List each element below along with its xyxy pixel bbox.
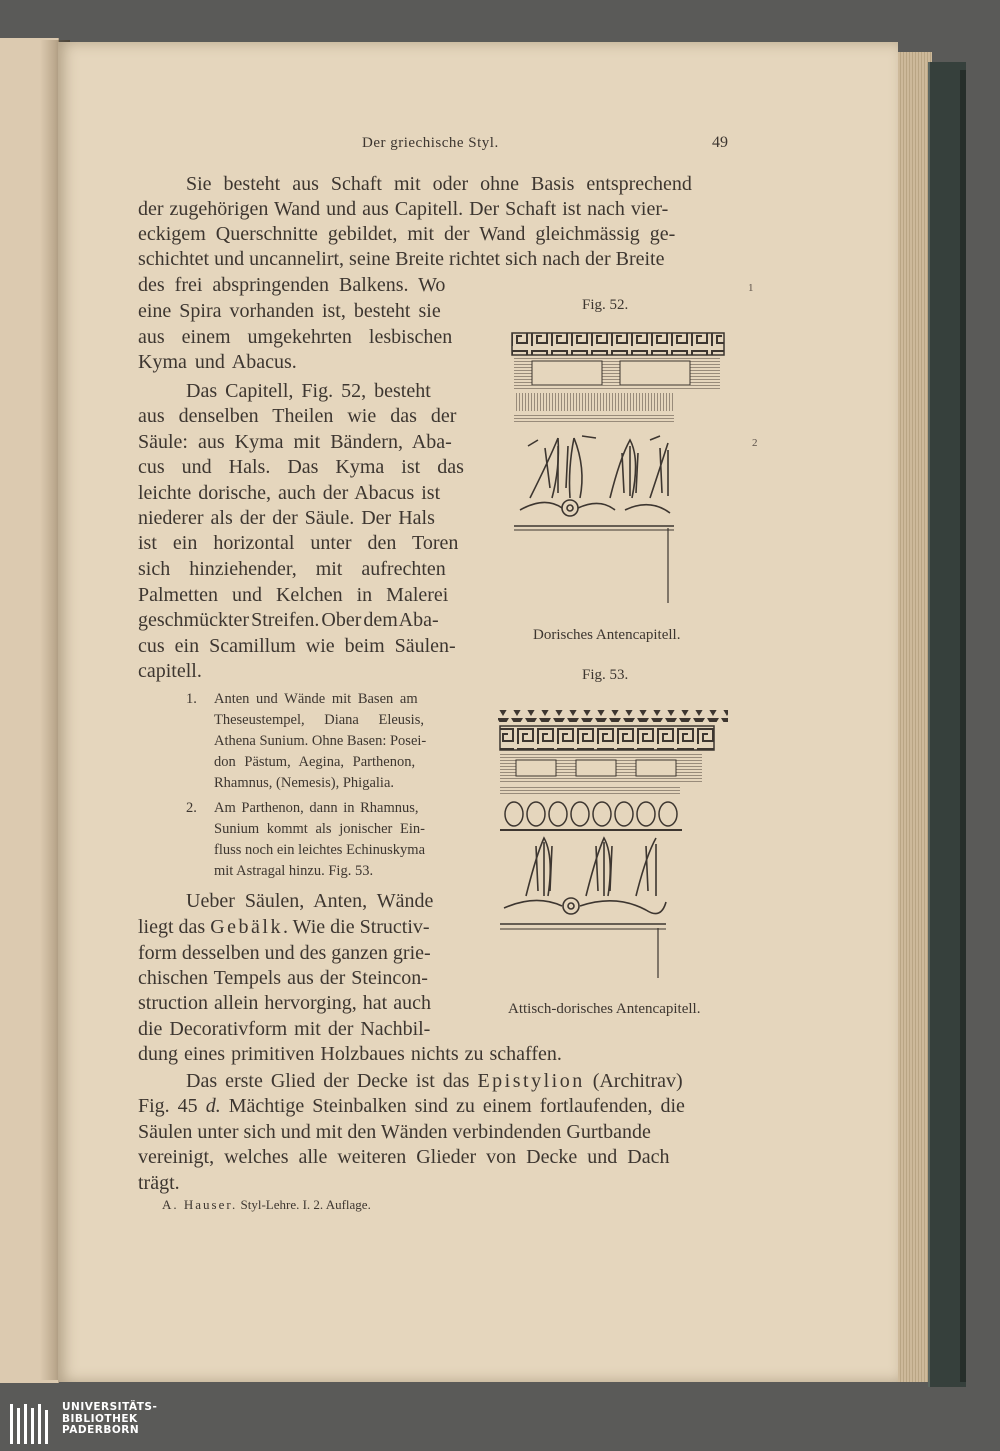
library-logo-icon [6,1402,54,1446]
logo-line: PADERBORN [62,1424,140,1436]
footnote-number: 2. [186,800,197,816]
body-line: Ueber Säulen, Anten, Wände [186,890,434,912]
body-line: geschmückter Streifen. Ober dem Aba- [138,609,439,631]
body-line: ist ein horizontal unter den Toren [138,532,459,554]
body-line: Kyma und Abacus. [138,351,297,373]
body-line: eckigem Querschnitte gebildet, mit der Wand gleichmässig ge- [138,223,676,245]
body-line: struction allein hervorging, hat auch [138,992,431,1014]
footnote-line: Am Parthenon, dann in Rhamnus, [214,800,419,816]
body-line [186,171,730,197]
body-line: form desselben und des ganzen grie- [138,942,431,964]
body-line: trägt. [138,1172,180,1194]
body-text-italic: d. [205,1095,221,1117]
footnote-line: mit Astragal hinzu. Fig. 53. [214,863,374,879]
library-logo-text [62,1402,157,1437]
footnote-line: Rhamnus, (Nemesis), Phigalia. [214,775,395,791]
running-head: Der griechische Styl. [362,135,499,151]
figure-53-illustration [496,706,732,984]
footnote-line: Theseustempel, Diana Eleusis, [214,712,424,728]
body-text: Mächtige Steinbalken sind zu einem fortlaufenden, die [228,1095,685,1117]
footer-author: A. Hauser. [162,1197,238,1212]
body-line-text: Sie besteht aus Schaft mit oder ohne Basis entsprechend [186,173,692,195]
figure-caption: Dorisches Antencapitell. [533,627,681,643]
body-text: (Architrav) [592,1070,683,1092]
body-line: capitell. [138,660,202,682]
margin-mark: 1 [748,282,754,294]
body-line: schichtet und uncannelirt, seine Breite richtet sich nach der Breite [138,248,665,270]
footnote-line: don Pästum, Aegina, Parthenon, [214,754,416,770]
logo-line: BIBLIOTHEK [62,1412,138,1425]
figure-52-illustration [510,328,730,608]
body-line: eine Spira vorhanden ist, besteht sie [138,300,441,322]
figure-label: Fig. 53. [582,667,629,683]
body-line: cus und Hals. Das Kyma ist das [138,456,464,478]
body-text: Das erste Glied der Decke ist das [186,1070,470,1092]
body-line: Säule: aus Kyma mit Bändern, Aba- [138,431,452,453]
body-line [138,914,430,940]
body-line: vereinigt, welches alle weiteren Glieder von Decke und Dach [138,1146,670,1168]
footnote-line: fluss noch ein leichtes Echinuskyma [214,842,426,858]
footnote-line: Athena Sunium. Ohne Basen: Posei- [214,733,427,749]
body-line: aus denselben Theilen wie das der [138,405,457,427]
body-line: Säulen unter sich und mit den Wänden verbindenden Gurtbande [138,1121,651,1143]
body-line: dung eines primitiven Holzbaues nichts zu schaffen. [138,1043,562,1065]
figure-caption: Attisch-dorisches Antencapitell. [508,1001,701,1017]
footnote-number: 1. [186,691,197,707]
footer-signature [162,1195,371,1215]
logo-line: UNIVERSITÄTS- [62,1401,158,1413]
body-line: die Decorativform mit der Nachbil- [138,1018,431,1040]
footer-text: Styl-Lehre. I. 2. Auflage. [240,1197,371,1212]
emphasized-term: Gebälk [210,916,283,938]
body-line: cus ein Scamillum wie beim Säulen- [138,635,456,657]
body-line: niederer als der der Säule. Der Hals [138,507,435,529]
book-cover-edge [960,70,966,1382]
footnote-line: Anten und Wände mit Basen am [214,691,418,707]
body-line: Palmetten und Kelchen in Malerei [138,584,449,606]
body-line [138,1093,685,1119]
body-text: Fig. 45 [138,1095,198,1117]
page-number: 49 [712,134,728,151]
body-text: liegt das [138,916,206,938]
margin-mark: 2 [752,437,758,449]
body-line: des frei abspringenden Balkens. Wo [138,274,446,296]
body-line: leichte dorische, auch der Abacus ist [138,482,441,504]
body-line: Das Capitell, Fig. 52, besteht [186,380,431,402]
body-line: der zugehörigen Wand und aus Capitell. Der Schaft ist nach vier- [138,198,669,220]
emphasized-term: Epistylion [477,1070,585,1092]
body-line: sich hinziehender, mit aufrechten [138,558,446,580]
body-line: aus einem umgekehrten lesbischen [138,326,453,348]
footnote-line: Sunium kommt als jonischer Ein- [214,821,425,837]
body-line: chischen Tempels aus der Steincon- [138,967,428,989]
body-text: . Wie die Structiv- [282,916,430,938]
figure-label: Fig. 52. [582,297,629,313]
body-line [186,1068,683,1094]
